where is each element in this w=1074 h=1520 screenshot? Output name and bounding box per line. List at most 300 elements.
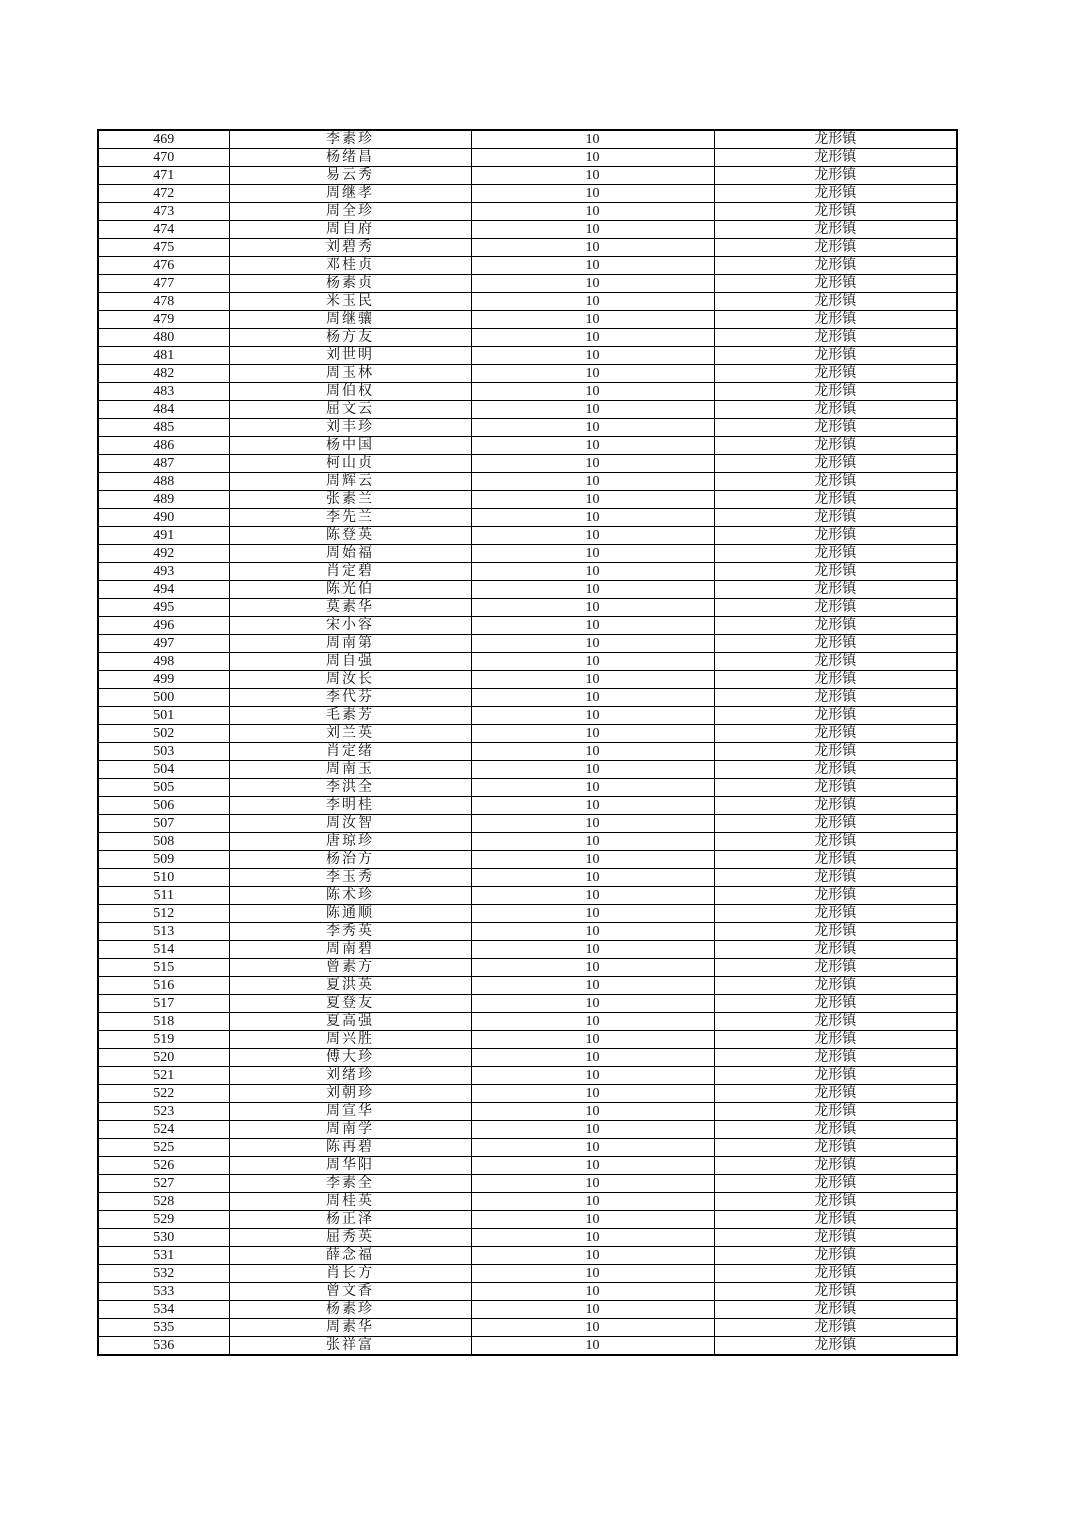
table-row (98, 959, 957, 977)
name-cell: 屈文云 (229, 401, 471, 419)
town-cell: 龙形镇 (714, 545, 957, 563)
row-number-cell: 514 (98, 941, 229, 959)
table-row (98, 653, 957, 671)
table-row (98, 1337, 957, 1356)
name-cell: 肖定绪 (229, 743, 471, 761)
town-cell: 龙形镇 (714, 815, 957, 833)
town-cell: 龙形镇 (714, 869, 957, 887)
row-number-cell: 479 (98, 311, 229, 329)
row-number-cell: 503 (98, 743, 229, 761)
amount-cell: 10 (471, 1049, 714, 1067)
row-number-cell: 495 (98, 599, 229, 617)
row-number-cell: 470 (98, 149, 229, 167)
row-number-cell: 523 (98, 1103, 229, 1121)
table-row (98, 617, 957, 635)
amount-cell: 10 (471, 545, 714, 563)
town-cell: 龙形镇 (714, 581, 957, 599)
table-row (98, 1319, 957, 1337)
table-row (98, 761, 957, 779)
amount-cell: 10 (471, 293, 714, 311)
town-cell: 龙形镇 (714, 887, 957, 905)
name-cell: 曾素方 (229, 959, 471, 977)
table-row (98, 329, 957, 347)
row-number-cell: 472 (98, 185, 229, 203)
row-number-cell: 491 (98, 527, 229, 545)
row-number-cell: 522 (98, 1085, 229, 1103)
amount-cell: 10 (471, 1067, 714, 1085)
amount-cell: 10 (471, 887, 714, 905)
row-number-cell: 500 (98, 689, 229, 707)
table-row (98, 1229, 957, 1247)
table-row (98, 311, 957, 329)
table-row (98, 707, 957, 725)
amount-cell: 10 (471, 851, 714, 869)
name-cell: 陈再碧 (229, 1139, 471, 1157)
amount-cell: 10 (471, 419, 714, 437)
row-number-cell: 532 (98, 1265, 229, 1283)
amount-cell: 10 (471, 383, 714, 401)
town-cell: 龙形镇 (714, 293, 957, 311)
name-cell: 张素兰 (229, 491, 471, 509)
town-cell: 龙形镇 (714, 221, 957, 239)
amount-cell: 10 (471, 257, 714, 275)
name-cell: 周南第 (229, 635, 471, 653)
name-cell: 曾文香 (229, 1283, 471, 1301)
roster-table-body (98, 130, 957, 1355)
row-number-cell: 488 (98, 473, 229, 491)
amount-cell: 10 (471, 923, 714, 941)
amount-cell: 10 (471, 725, 714, 743)
amount-cell: 10 (471, 1265, 714, 1283)
town-cell: 龙形镇 (714, 1139, 957, 1157)
name-cell: 周始福 (229, 545, 471, 563)
table-row (98, 995, 957, 1013)
table-row (98, 977, 957, 995)
amount-cell: 10 (471, 1103, 714, 1121)
amount-cell: 10 (471, 563, 714, 581)
name-cell: 刘丰珍 (229, 419, 471, 437)
row-number-cell: 486 (98, 437, 229, 455)
town-cell: 龙形镇 (714, 653, 957, 671)
town-cell: 龙形镇 (714, 1211, 957, 1229)
amount-cell: 10 (471, 599, 714, 617)
name-cell: 屈秀英 (229, 1229, 471, 1247)
town-cell: 龙形镇 (714, 329, 957, 347)
amount-cell: 10 (471, 815, 714, 833)
row-number-cell: 535 (98, 1319, 229, 1337)
name-cell: 周素华 (229, 1319, 471, 1337)
row-number-cell: 469 (98, 130, 229, 149)
amount-cell: 10 (471, 365, 714, 383)
town-cell: 龙形镇 (714, 347, 957, 365)
name-cell: 周华阳 (229, 1157, 471, 1175)
row-number-cell: 515 (98, 959, 229, 977)
row-number-cell: 518 (98, 1013, 229, 1031)
row-number-cell: 525 (98, 1139, 229, 1157)
town-cell: 龙形镇 (714, 239, 957, 257)
amount-cell: 10 (471, 509, 714, 527)
town-cell: 龙形镇 (714, 1157, 957, 1175)
amount-cell: 10 (471, 797, 714, 815)
town-cell: 龙形镇 (714, 419, 957, 437)
table-row (98, 941, 957, 959)
town-cell: 龙形镇 (714, 1283, 957, 1301)
town-cell: 龙形镇 (714, 671, 957, 689)
name-cell: 周汝长 (229, 671, 471, 689)
amount-cell: 10 (471, 491, 714, 509)
town-cell: 龙形镇 (714, 149, 957, 167)
table-row (98, 1103, 957, 1121)
row-number-cell: 478 (98, 293, 229, 311)
row-number-cell: 517 (98, 995, 229, 1013)
name-cell: 周自府 (229, 221, 471, 239)
amount-cell: 10 (471, 473, 714, 491)
amount-cell: 10 (471, 527, 714, 545)
row-number-cell: 513 (98, 923, 229, 941)
row-number-cell: 527 (98, 1175, 229, 1193)
amount-cell: 10 (471, 185, 714, 203)
amount-cell: 10 (471, 401, 714, 419)
town-cell: 龙形镇 (714, 1247, 957, 1265)
name-cell: 周全珍 (229, 203, 471, 221)
town-cell: 龙形镇 (714, 437, 957, 455)
table-row (98, 1085, 957, 1103)
town-cell: 龙形镇 (714, 1337, 957, 1356)
town-cell: 龙形镇 (714, 1049, 957, 1067)
name-cell: 杨治方 (229, 851, 471, 869)
amount-cell: 10 (471, 1193, 714, 1211)
table-row (98, 167, 957, 185)
name-cell: 周南学 (229, 1121, 471, 1139)
town-cell: 龙形镇 (714, 1265, 957, 1283)
row-number-cell: 506 (98, 797, 229, 815)
amount-cell: 10 (471, 455, 714, 473)
table-row (98, 419, 957, 437)
row-number-cell: 521 (98, 1067, 229, 1085)
amount-cell: 10 (471, 689, 714, 707)
amount-cell: 10 (471, 1319, 714, 1337)
name-cell: 杨绪昌 (229, 149, 471, 167)
town-cell: 龙形镇 (714, 635, 957, 653)
name-cell: 薛念福 (229, 1247, 471, 1265)
table-row (98, 293, 957, 311)
table-row (98, 149, 957, 167)
name-cell: 宋小容 (229, 617, 471, 635)
name-cell: 李秀英 (229, 923, 471, 941)
name-cell: 李代芬 (229, 689, 471, 707)
amount-cell: 10 (471, 311, 714, 329)
table-row (98, 671, 957, 689)
row-number-cell: 484 (98, 401, 229, 419)
town-cell: 龙形镇 (714, 1229, 957, 1247)
table-row (98, 833, 957, 851)
amount-cell: 10 (471, 437, 714, 455)
row-number-cell: 481 (98, 347, 229, 365)
row-number-cell: 492 (98, 545, 229, 563)
table-row (98, 221, 957, 239)
table-row (98, 239, 957, 257)
amount-cell: 10 (471, 1139, 714, 1157)
row-number-cell: 533 (98, 1283, 229, 1301)
table-row (98, 1067, 957, 1085)
row-number-cell: 508 (98, 833, 229, 851)
name-cell: 莫素华 (229, 599, 471, 617)
name-cell: 刘世明 (229, 347, 471, 365)
table-row (98, 725, 957, 743)
amount-cell: 10 (471, 239, 714, 257)
town-cell: 龙形镇 (714, 509, 957, 527)
name-cell: 夏登友 (229, 995, 471, 1013)
amount-cell: 10 (471, 1229, 714, 1247)
row-number-cell: 473 (98, 203, 229, 221)
table-row (98, 130, 957, 149)
town-cell: 龙形镇 (714, 383, 957, 401)
table-row (98, 1193, 957, 1211)
table-row (98, 1049, 957, 1067)
name-cell: 杨方友 (229, 329, 471, 347)
amount-cell: 10 (471, 761, 714, 779)
row-number-cell: 536 (98, 1337, 229, 1356)
name-cell: 周南碧 (229, 941, 471, 959)
table-row (98, 545, 957, 563)
town-cell: 龙形镇 (714, 491, 957, 509)
row-number-cell: 529 (98, 1211, 229, 1229)
name-cell: 李素珍 (229, 130, 471, 149)
name-cell: 周继孝 (229, 185, 471, 203)
amount-cell: 10 (471, 1337, 714, 1356)
name-cell: 周玉林 (229, 365, 471, 383)
amount-cell: 10 (471, 1283, 714, 1301)
name-cell: 李玉秀 (229, 869, 471, 887)
name-cell: 肖定碧 (229, 563, 471, 581)
table-row (98, 1211, 957, 1229)
table-row (98, 815, 957, 833)
amount-cell: 10 (471, 833, 714, 851)
amount-cell: 10 (471, 941, 714, 959)
amount-cell: 10 (471, 1121, 714, 1139)
row-number-cell: 490 (98, 509, 229, 527)
town-cell: 龙形镇 (714, 1031, 957, 1049)
table-row (98, 1121, 957, 1139)
row-number-cell: 524 (98, 1121, 229, 1139)
table-row (98, 1301, 957, 1319)
table-row (98, 743, 957, 761)
amount-cell: 10 (471, 130, 714, 149)
town-cell: 龙形镇 (714, 1085, 957, 1103)
amount-cell: 10 (471, 347, 714, 365)
amount-cell: 10 (471, 275, 714, 293)
table-row (98, 851, 957, 869)
row-number-cell: 496 (98, 617, 229, 635)
table-row (98, 923, 957, 941)
amount-cell: 10 (471, 905, 714, 923)
name-cell: 周宣华 (229, 1103, 471, 1121)
row-number-cell: 483 (98, 383, 229, 401)
table-row (98, 203, 957, 221)
name-cell: 米玉民 (229, 293, 471, 311)
row-number-cell: 498 (98, 653, 229, 671)
amount-cell: 10 (471, 221, 714, 239)
town-cell: 龙形镇 (714, 833, 957, 851)
amount-cell: 10 (471, 329, 714, 347)
town-cell: 龙形镇 (714, 185, 957, 203)
town-cell: 龙形镇 (714, 779, 957, 797)
amount-cell: 10 (471, 1175, 714, 1193)
town-cell: 龙形镇 (714, 203, 957, 221)
name-cell: 肖长方 (229, 1265, 471, 1283)
town-cell: 龙形镇 (714, 130, 957, 149)
table-row (98, 779, 957, 797)
row-number-cell: 494 (98, 581, 229, 599)
row-number-cell: 510 (98, 869, 229, 887)
name-cell: 杨素贞 (229, 275, 471, 293)
town-cell: 龙形镇 (714, 1013, 957, 1031)
table-row (98, 401, 957, 419)
row-number-cell: 493 (98, 563, 229, 581)
row-number-cell: 531 (98, 1247, 229, 1265)
name-cell: 刘碧秀 (229, 239, 471, 257)
town-cell: 龙形镇 (714, 707, 957, 725)
town-cell: 龙形镇 (714, 599, 957, 617)
name-cell: 周兴胜 (229, 1031, 471, 1049)
town-cell: 龙形镇 (714, 1175, 957, 1193)
town-cell: 龙形镇 (714, 1103, 957, 1121)
table-row (98, 1013, 957, 1031)
name-cell: 夏洪英 (229, 977, 471, 995)
row-number-cell: 507 (98, 815, 229, 833)
town-cell: 龙形镇 (714, 1301, 957, 1319)
row-number-cell: 502 (98, 725, 229, 743)
amount-cell: 10 (471, 1247, 714, 1265)
town-cell: 龙形镇 (714, 527, 957, 545)
table-row (98, 257, 957, 275)
row-number-cell: 516 (98, 977, 229, 995)
row-number-cell: 487 (98, 455, 229, 473)
name-cell: 周桂英 (229, 1193, 471, 1211)
amount-cell: 10 (471, 581, 714, 599)
row-number-cell: 485 (98, 419, 229, 437)
row-number-cell: 471 (98, 167, 229, 185)
name-cell: 陈登英 (229, 527, 471, 545)
name-cell: 刘朝珍 (229, 1085, 471, 1103)
table-row (98, 509, 957, 527)
row-number-cell: 499 (98, 671, 229, 689)
table-row (98, 599, 957, 617)
town-cell: 龙形镇 (714, 725, 957, 743)
town-cell: 龙形镇 (714, 995, 957, 1013)
town-cell: 龙形镇 (714, 761, 957, 779)
town-cell: 龙形镇 (714, 797, 957, 815)
name-cell: 陈术珍 (229, 887, 471, 905)
row-number-cell: 497 (98, 635, 229, 653)
table-row (98, 365, 957, 383)
row-number-cell: 526 (98, 1157, 229, 1175)
amount-cell: 10 (471, 203, 714, 221)
row-number-cell: 489 (98, 491, 229, 509)
table-row (98, 689, 957, 707)
town-cell: 龙形镇 (714, 1193, 957, 1211)
row-number-cell: 480 (98, 329, 229, 347)
town-cell: 龙形镇 (714, 617, 957, 635)
town-cell: 龙形镇 (714, 959, 957, 977)
table-row (98, 797, 957, 815)
amount-cell: 10 (471, 617, 714, 635)
table-row (98, 1265, 957, 1283)
town-cell: 龙形镇 (714, 311, 957, 329)
row-number-cell: 519 (98, 1031, 229, 1049)
table-row (98, 383, 957, 401)
row-number-cell: 474 (98, 221, 229, 239)
row-number-cell: 475 (98, 239, 229, 257)
name-cell: 毛素芳 (229, 707, 471, 725)
name-cell: 陈光伯 (229, 581, 471, 599)
roster-table (97, 129, 958, 1356)
name-cell: 周汝智 (229, 815, 471, 833)
table-row (98, 869, 957, 887)
name-cell: 邓桂贞 (229, 257, 471, 275)
amount-cell: 10 (471, 1031, 714, 1049)
town-cell: 龙形镇 (714, 923, 957, 941)
row-number-cell: 530 (98, 1229, 229, 1247)
row-number-cell: 477 (98, 275, 229, 293)
table-row (98, 473, 957, 491)
name-cell: 李明桂 (229, 797, 471, 815)
row-number-cell: 509 (98, 851, 229, 869)
amount-cell: 10 (471, 995, 714, 1013)
amount-cell: 10 (471, 707, 714, 725)
table-row (98, 1175, 957, 1193)
name-cell: 傅大珍 (229, 1049, 471, 1067)
row-number-cell: 482 (98, 365, 229, 383)
table-row (98, 437, 957, 455)
name-cell: 唐琼珍 (229, 833, 471, 851)
name-cell: 柯山贞 (229, 455, 471, 473)
amount-cell: 10 (471, 977, 714, 995)
town-cell: 龙形镇 (714, 1319, 957, 1337)
table-row (98, 1139, 957, 1157)
amount-cell: 10 (471, 743, 714, 761)
town-cell: 龙形镇 (714, 455, 957, 473)
row-number-cell: 520 (98, 1049, 229, 1067)
table-row (98, 275, 957, 293)
amount-cell: 10 (471, 149, 714, 167)
name-cell: 杨中国 (229, 437, 471, 455)
row-number-cell: 476 (98, 257, 229, 275)
amount-cell: 10 (471, 1085, 714, 1103)
town-cell: 龙形镇 (714, 275, 957, 293)
name-cell: 李素全 (229, 1175, 471, 1193)
table-row (98, 1157, 957, 1175)
amount-cell: 10 (471, 635, 714, 653)
table-row (98, 1247, 957, 1265)
name-cell: 周伯权 (229, 383, 471, 401)
table-row (98, 905, 957, 923)
name-cell: 李先兰 (229, 509, 471, 527)
town-cell: 龙形镇 (714, 743, 957, 761)
row-number-cell: 534 (98, 1301, 229, 1319)
table-row (98, 347, 957, 365)
name-cell: 刘绪珍 (229, 1067, 471, 1085)
name-cell: 杨正泽 (229, 1211, 471, 1229)
name-cell: 易云秀 (229, 167, 471, 185)
table-row (98, 887, 957, 905)
row-number-cell: 512 (98, 905, 229, 923)
town-cell: 龙形镇 (714, 905, 957, 923)
town-cell: 龙形镇 (714, 1067, 957, 1085)
name-cell: 周南玉 (229, 761, 471, 779)
amount-cell: 10 (471, 1301, 714, 1319)
name-cell: 周自强 (229, 653, 471, 671)
